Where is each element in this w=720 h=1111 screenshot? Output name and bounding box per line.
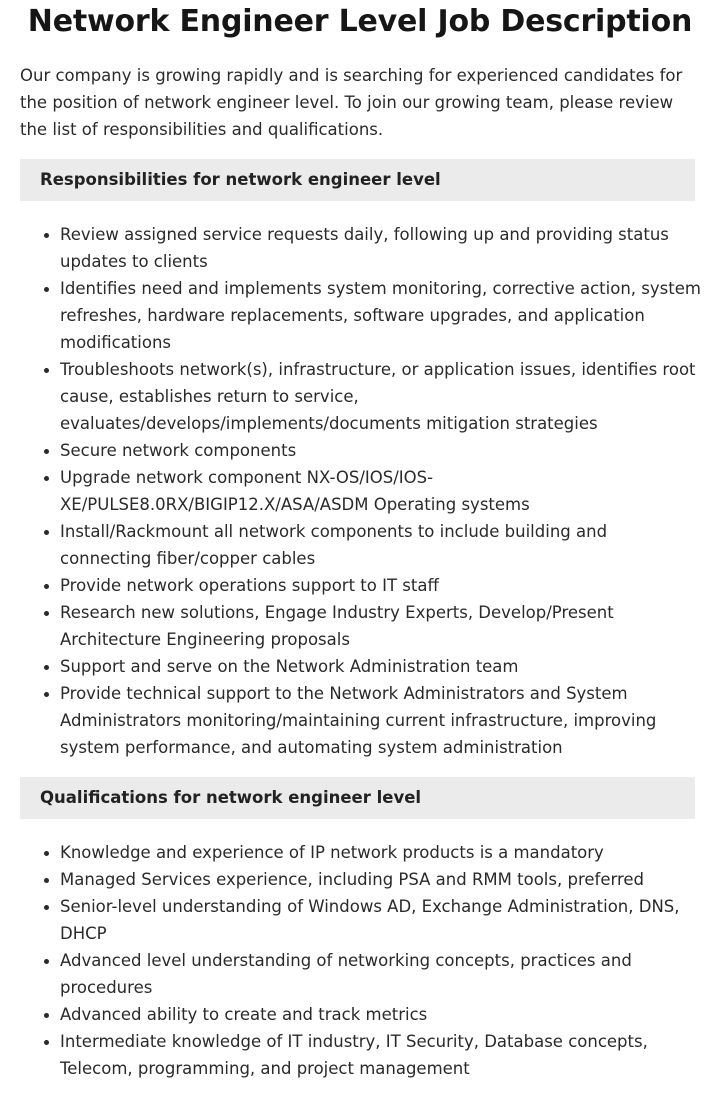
list-item: • Advanced level understanding of networking concepts, practices and procedures xyxy=(60,947,702,1001)
list-item: • Review assigned service requests daily, following up and providing status updates to clients xyxy=(60,221,702,275)
page-title: Network Engineer Level Job Description xyxy=(27,4,693,39)
list-item: • Secure network components xyxy=(60,437,702,464)
responsibilities-heading: Responsibilities for network engineer level xyxy=(20,159,695,201)
list-item: • Support and serve on the Network Administration team xyxy=(60,653,702,680)
list-item: • Knowledge and experience of IP network products is a mandatory xyxy=(60,839,702,866)
qualifications-list xyxy=(0,839,720,1082)
list-item: • Provide technical support to the Network Administrators and System Administrators monitoring/maintaining current infrastructure, improving system performance, and automating system administration xyxy=(60,680,702,761)
qualifications-heading: Qualifications for network engineer level xyxy=(20,777,695,819)
list-item: • Install/Rackmount all network components to include building and connecting fiber/copper cables xyxy=(60,518,702,572)
intro-paragraph: Our company is growing rapidly and is searching for experienced candidates for the position of network engineer level. To join our growing team, please review the list of responsibilities and qualifications. xyxy=(20,66,683,139)
list-item: • Managed Services experience, including PSA and RMM tools, preferred xyxy=(60,866,702,893)
list-item: • Advanced ability to create and track metrics xyxy=(60,1001,702,1028)
list-item: • Upgrade network component NX-OS/IOS/IOS-XE/PULSE8.0RX/BIGIP12.X/ASA/ASDM Operating systems xyxy=(60,464,702,518)
list-item: • Provide network operations support to IT staff xyxy=(60,572,702,599)
list-item: • Intermediate knowledge of IT industry, IT Security, Database concepts, Telecom, programming, and project management xyxy=(60,1028,702,1082)
list-item: • Senior-level understanding of Windows AD, Exchange Administration, DNS, DHCP xyxy=(60,893,702,947)
responsibilities-list xyxy=(0,221,720,761)
list-item: • Troubleshoots network(s), infrastructure, or application issues, identifies root cause, establishes return to service, evaluates/develops/implements/documents mitigation strategies xyxy=(60,356,702,437)
list-item: • Identifies need and implements system monitoring, corrective action, system refreshes, hardware replacements, software upgrades, and application modifications xyxy=(60,275,702,356)
list-item: • Research new solutions, Engage Industry Experts, Develop/Present Architecture Engineering proposals xyxy=(60,599,702,653)
